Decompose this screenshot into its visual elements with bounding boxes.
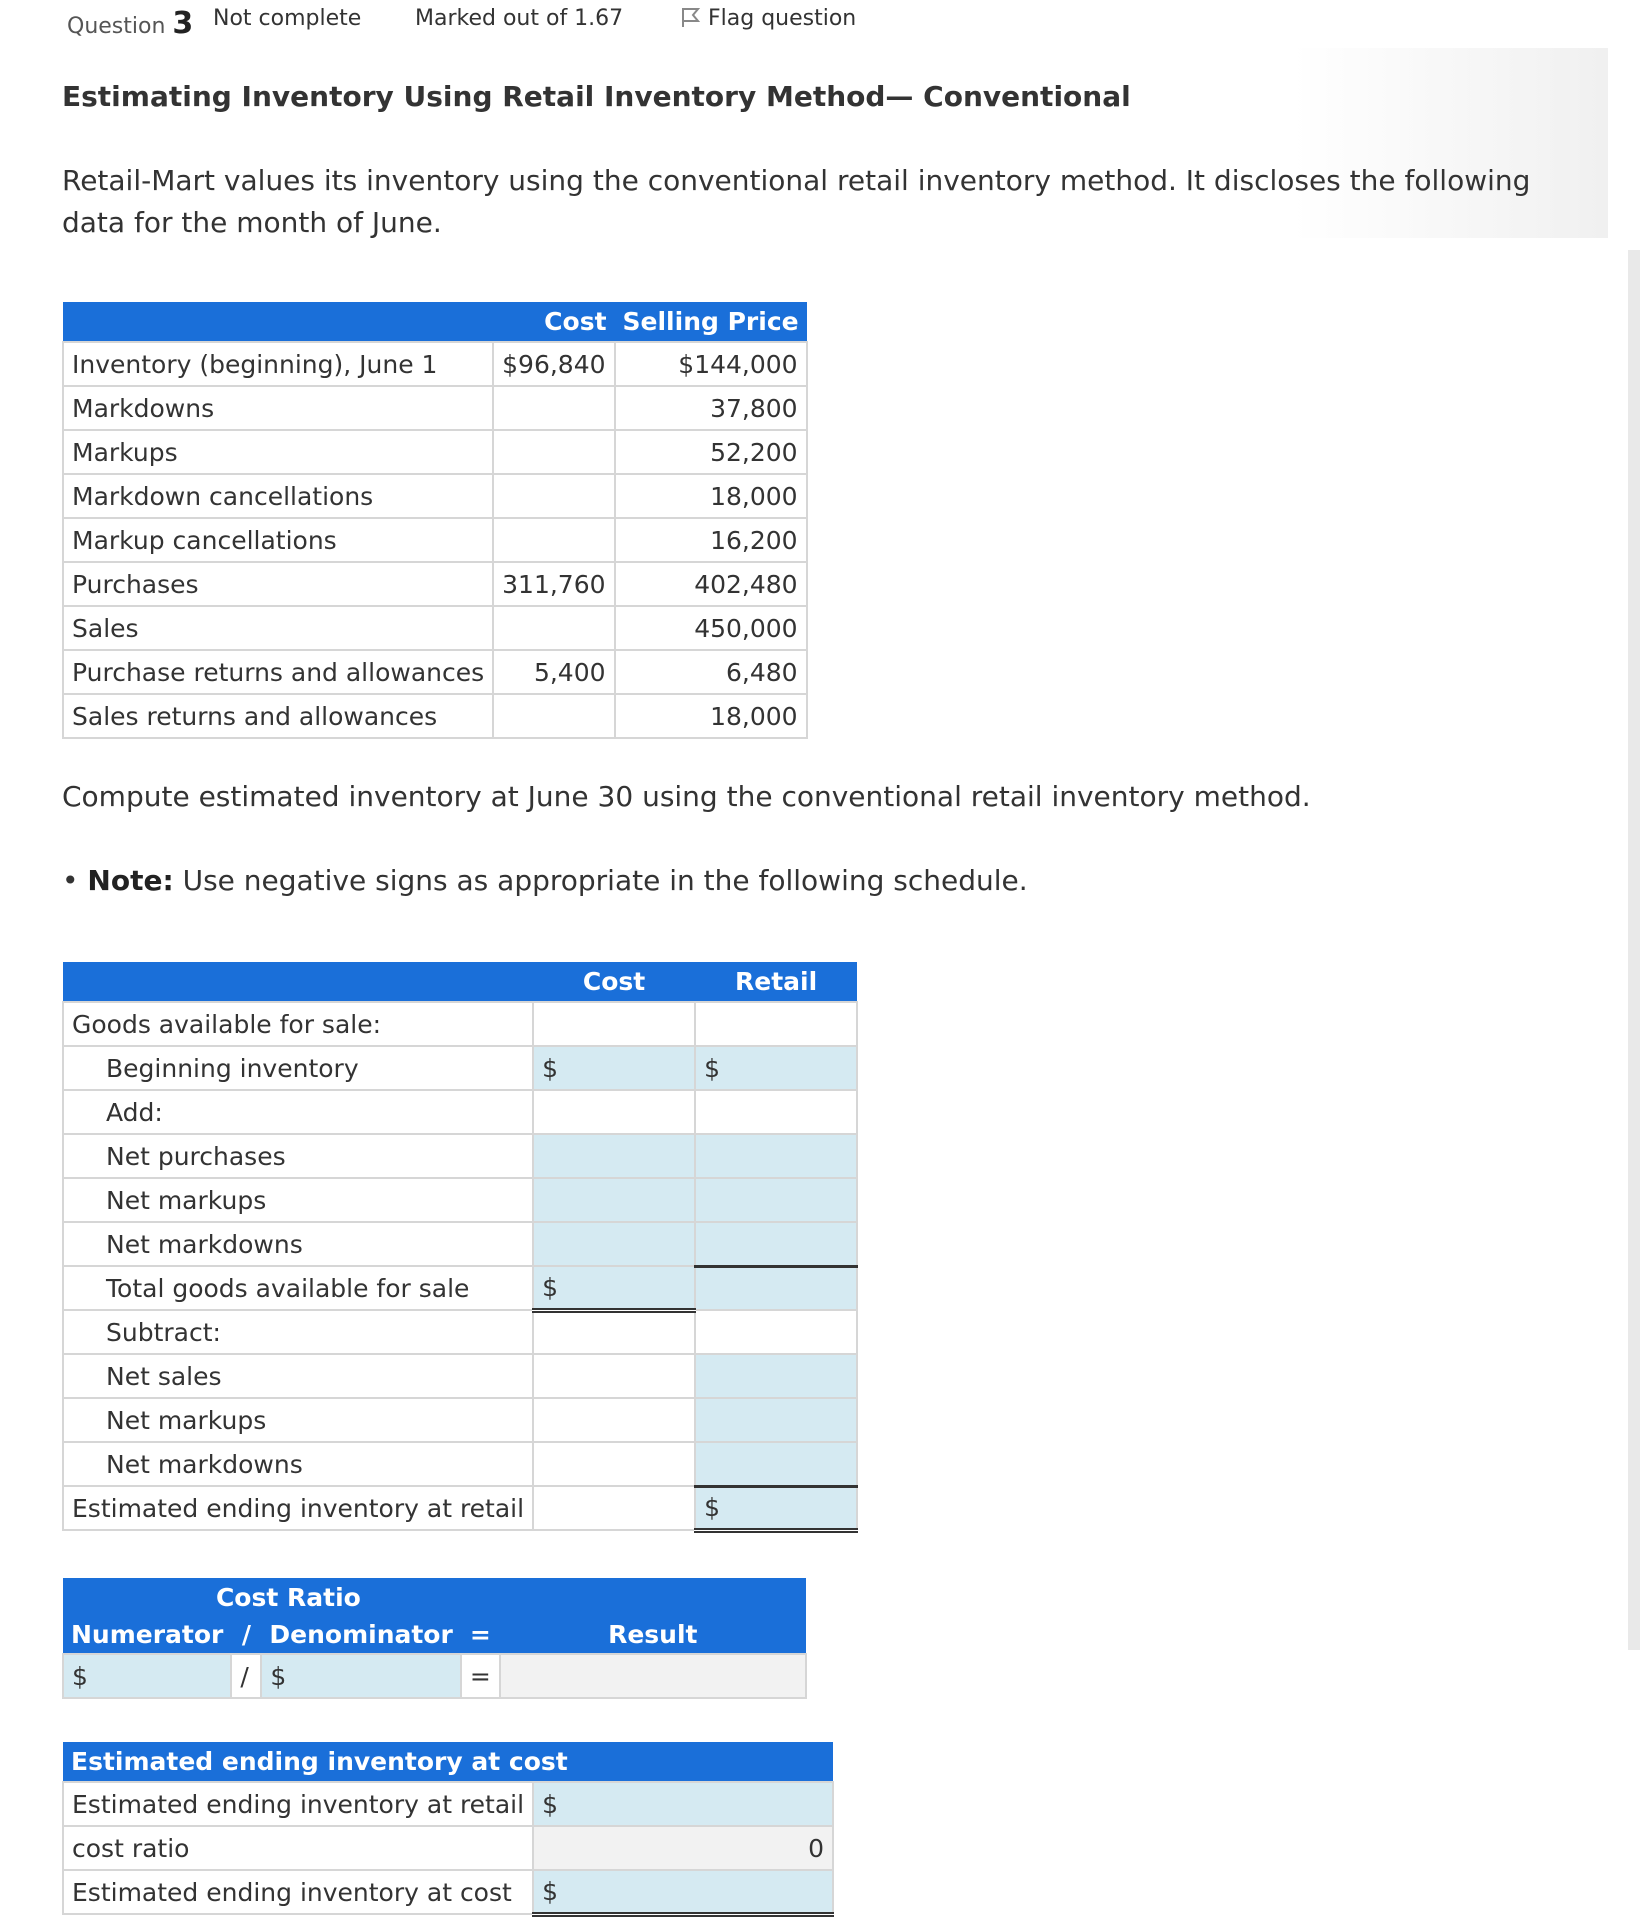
net-markdowns-cost-input[interactable]: [533, 1222, 695, 1266]
question-status: Not complete: [213, 6, 362, 31]
cost-ratio-value: 0: [533, 1826, 833, 1870]
cost-ratio-result: [500, 1654, 806, 1698]
given-data-table: [62, 302, 808, 739]
flag-question-button[interactable]: Flag question: [680, 6, 856, 31]
net-markups-retail-input[interactable]: [695, 1178, 857, 1222]
flag-icon: [680, 6, 702, 28]
schedule-table: Cost Retail Goods available for sale: Beginning inventory $ $ Add: Net purchases Net markups Net markdowns Total goods available for sale $ Subtract: Net sales Net markups Net markdowns Estimated ending inventory at retail $: [62, 962, 858, 1533]
question-prompt: Compute estimated inventory at June 30 using the conventional retail inventory method.: [62, 780, 1311, 813]
net-purchases-retail-input[interactable]: [695, 1134, 857, 1178]
subtract-net-markups-retail-input[interactable]: [695, 1398, 857, 1442]
net-purchases-cost-input[interactable]: [533, 1134, 695, 1178]
beginning-inventory-retail-input[interactable]: [695, 1046, 857, 1090]
question-info-bar: [0, 0, 1640, 48]
cost-ratio-table: Cost Ratio Numerator / Denominator = Result $ / $ =: [62, 1578, 807, 1699]
cost-header: Cost: [533, 962, 695, 1002]
question-intro: Retail-Mart values its inventory using the conventional retail inventory method. It discloses the following data for the month of June.: [62, 164, 1531, 239]
ending-inventory-retail-input[interactable]: [695, 1486, 857, 1530]
question-note: • Note: Use negative signs as appropriate in the following schedule.: [62, 864, 1028, 897]
cost-header: Cost: [493, 302, 614, 342]
ending-inventory-cost-table: Estimated ending inventory at cost Estimated ending inventory at retail $ cost ratio 0 Estimated ending inventory at cost $: [62, 1742, 834, 1917]
question-title: Estimating Inventory Using Retail Inventory Method— Conventional: [62, 80, 1131, 113]
table-row: Inventory (beginning), June 1 $96,840 $144,000: [63, 342, 807, 386]
numerator-input[interactable]: $: [63, 1654, 231, 1698]
question-marks: Marked out of 1.67: [415, 6, 624, 31]
net-markups-cost-input[interactable]: [533, 1178, 695, 1222]
table-row: Markdown cancellations 18,000: [63, 474, 807, 518]
retail-header: Retail: [695, 962, 857, 1002]
ending-retail-input[interactable]: $: [533, 1782, 833, 1826]
net-sales-retail-input[interactable]: [695, 1354, 857, 1398]
table-row: Markdowns 37,800: [63, 386, 807, 430]
table-row: Markups 52,200: [63, 430, 807, 474]
net-markdowns-retail-input[interactable]: [695, 1222, 857, 1266]
selling-price-header: Selling Price: [615, 302, 807, 342]
table-row: Purchases 311,760 402,480: [63, 562, 807, 606]
table-row: Sales returns and allowances 18,000: [63, 694, 807, 738]
question-number: Question 3: [67, 6, 194, 41]
denominator-input[interactable]: $: [261, 1654, 460, 1698]
ending-cost-input[interactable]: $: [533, 1870, 833, 1914]
table-row: Purchase returns and allowances 5,400 6,480: [63, 650, 807, 694]
cost-ratio-title: Cost Ratio: [63, 1578, 806, 1616]
ending-inventory-title: Estimated ending inventory at cost: [63, 1742, 833, 1782]
scrollbar[interactable]: [1628, 250, 1640, 1650]
subtract-net-markdowns-retail-input[interactable]: [695, 1442, 857, 1486]
total-goods-retail-input[interactable]: [695, 1266, 857, 1310]
beginning-inventory-cost-input[interactable]: [533, 1046, 695, 1090]
total-goods-cost-input[interactable]: [533, 1266, 695, 1310]
table-row: Markup cancellations 16,200: [63, 518, 807, 562]
table-row: Sales 450,000: [63, 606, 807, 650]
